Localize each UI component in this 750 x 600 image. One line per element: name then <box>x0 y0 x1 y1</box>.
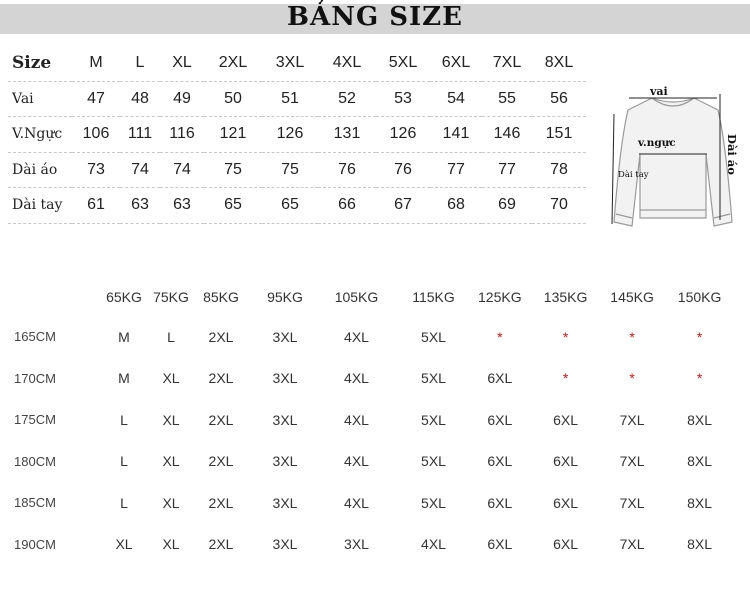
height-label: 170CM <box>14 370 56 386</box>
size-cell: 3XL <box>344 536 369 553</box>
size-cell: L <box>120 411 128 428</box>
size-cell: XL <box>162 494 180 511</box>
size-cell: 3XL <box>272 494 298 511</box>
weight-col: 85KG <box>203 289 239 305</box>
measurement-row <box>8 152 586 188</box>
sleeve-measure-line <box>612 114 614 224</box>
cell: 65 <box>204 188 262 224</box>
cell: 66 <box>318 188 376 224</box>
measurement-row <box>8 117 586 153</box>
height-row <box>14 399 745 441</box>
shoulder-label: vai <box>650 85 668 98</box>
cell: 61 <box>72 188 120 224</box>
cell: 67 <box>376 188 430 224</box>
cell: 111 <box>120 117 160 153</box>
height-row <box>14 441 745 483</box>
size-cell: 8XL <box>687 411 713 428</box>
size-cell: 2XL <box>208 536 234 553</box>
cell: 74 <box>160 152 204 188</box>
size-cell: 6XL <box>553 494 579 511</box>
measurement-header-row <box>8 46 586 81</box>
size-cell: XL <box>162 411 180 428</box>
size-cell: 8XL <box>687 453 713 470</box>
cell: 54 <box>430 81 482 117</box>
size-cell: 5XL <box>421 328 446 345</box>
size-cell: 2XL <box>208 328 234 345</box>
size-cell: L <box>167 328 175 345</box>
size-cell: 6XL <box>553 453 579 470</box>
size-col: 5XL <box>376 46 430 81</box>
sleeve-label: Dài tay <box>618 170 649 180</box>
measurement-row <box>8 188 586 224</box>
size-cell: 2XL <box>208 411 234 428</box>
cell: 74 <box>120 152 160 188</box>
size-cell: XL <box>162 453 180 470</box>
cell: 68 <box>430 188 482 224</box>
chest-label: v.ngực <box>638 137 676 149</box>
height-label: 190CM <box>14 536 56 552</box>
size-cell: 6XL <box>487 411 513 428</box>
size-cell: * <box>629 328 635 345</box>
size-cell: 6XL <box>487 494 513 511</box>
row-label: Dài tay <box>8 188 72 224</box>
size-cell: * <box>696 328 703 345</box>
row-label: Dài áo <box>8 152 72 188</box>
corner-cell <box>14 278 102 316</box>
cell: 55 <box>482 81 532 117</box>
size-col: 4XL <box>318 46 376 81</box>
height-label: 185CM <box>14 495 56 511</box>
cell: 78 <box>532 152 586 188</box>
size-cell: 2XL <box>208 453 234 470</box>
size-cell: 2XL <box>208 370 234 387</box>
size-cell: 7XL <box>619 411 645 428</box>
size-cell: 8XL <box>687 494 713 511</box>
weight-header-row <box>14 278 745 316</box>
size-cell: 6XL <box>487 453 513 470</box>
size-cell: * <box>497 328 503 345</box>
size-cell: 2XL <box>208 494 234 511</box>
size-cell: 3XL <box>272 328 298 345</box>
size-col: XL <box>160 46 204 81</box>
cell: 76 <box>318 152 376 188</box>
weight-col: 115KG <box>412 289 455 305</box>
size-cell: M <box>118 328 130 345</box>
cell: 63 <box>120 188 160 224</box>
cell: 65 <box>262 188 318 224</box>
size-col: M <box>72 46 120 81</box>
weight-height-table <box>14 278 745 565</box>
height-row <box>14 524 745 566</box>
size-cell: * <box>629 370 635 387</box>
size-col: 8XL <box>532 46 586 81</box>
weight-col: 135KG <box>543 289 588 305</box>
size-cell: 4XL <box>344 370 369 387</box>
size-cell: 6XL <box>553 536 579 553</box>
cell: 151 <box>532 117 586 153</box>
size-cell: 4XL <box>344 411 369 428</box>
weight-col: 105KG <box>334 289 379 305</box>
size-cell: * <box>562 370 569 387</box>
size-col: 6XL <box>430 46 482 81</box>
weight-col: 150KG <box>677 289 722 305</box>
height-row <box>14 316 745 358</box>
weight-col: 75KG <box>153 289 189 305</box>
size-header-label: Size <box>8 46 72 81</box>
size-cell: 3XL <box>272 453 298 470</box>
cell: 53 <box>376 81 430 117</box>
size-cell: 8XL <box>687 536 713 553</box>
cell: 126 <box>262 117 318 153</box>
weight-col: 65KG <box>106 289 142 305</box>
size-col: 7XL <box>482 46 532 81</box>
height-label: 180CM <box>14 453 56 469</box>
cell: 73 <box>72 152 120 188</box>
size-cell: 3XL <box>272 411 298 428</box>
page-title: BẢNG SIZE <box>287 2 463 32</box>
size-cell: 3XL <box>272 536 298 553</box>
shirt-icon <box>614 98 732 226</box>
size-cell: 3XL <box>272 370 298 387</box>
height-row <box>14 482 745 524</box>
measurement-table <box>8 46 586 224</box>
height-label: 165CM <box>14 329 56 345</box>
cell: 52 <box>318 81 376 117</box>
size-cell: XL <box>162 370 180 387</box>
height-label: 175CM <box>14 412 56 428</box>
weight-col: 145KG <box>610 289 654 305</box>
size-cell: 7XL <box>619 453 645 470</box>
size-cell: 5XL <box>421 494 446 511</box>
shirt-diagram <box>602 84 744 236</box>
size-cell: 6XL <box>487 536 513 553</box>
cell: 116 <box>160 117 204 153</box>
size-cell: 5XL <box>421 370 446 387</box>
cell: 76 <box>376 152 430 188</box>
cell: 47 <box>72 81 120 117</box>
cell: 75 <box>262 152 318 188</box>
cell: 50 <box>204 81 262 117</box>
cell: 146 <box>482 117 532 153</box>
measurement-row <box>8 81 586 117</box>
size-cell: XL <box>115 536 133 553</box>
size-cell: M <box>118 370 130 387</box>
cell: 48 <box>120 81 160 117</box>
cell: 141 <box>430 117 482 153</box>
size-cell: 6XL <box>553 411 579 428</box>
size-cell: L <box>120 494 128 511</box>
size-cell: 4XL <box>344 494 369 511</box>
cell: 121 <box>204 117 262 153</box>
size-cell: XL <box>162 536 180 553</box>
size-col: L <box>120 46 160 81</box>
size-cell: * <box>696 370 703 387</box>
size-cell: 5XL <box>421 411 446 428</box>
cell: 70 <box>532 188 586 224</box>
cell: 56 <box>532 81 586 117</box>
weight-col: 125KG <box>478 289 522 305</box>
row-label: Vai <box>8 81 72 117</box>
weight-col: 95KG <box>267 289 303 305</box>
length-label: Dài áo <box>725 134 739 175</box>
size-col: 2XL <box>204 46 262 81</box>
size-cell: 4XL <box>344 453 369 470</box>
cell: 49 <box>160 81 204 117</box>
cell: 75 <box>204 152 262 188</box>
cell: 106 <box>72 117 120 153</box>
cell: 126 <box>376 117 430 153</box>
size-cell: 4XL <box>421 536 446 553</box>
size-cell: L <box>120 453 128 470</box>
cell: 131 <box>318 117 376 153</box>
cell: 69 <box>482 188 532 224</box>
height-row <box>14 358 745 400</box>
size-cell: 4XL <box>344 328 369 345</box>
size-cell: 5XL <box>421 453 446 470</box>
size-cell: 6XL <box>487 370 513 387</box>
cell: 77 <box>430 152 482 188</box>
cell: 51 <box>262 81 318 117</box>
cell: 63 <box>160 188 204 224</box>
size-cell: 7XL <box>619 494 645 511</box>
cell: 77 <box>482 152 532 188</box>
size-cell: * <box>562 328 569 345</box>
size-cell: 7XL <box>619 536 645 553</box>
row-label: V.Ngực <box>8 117 72 153</box>
size-col: 3XL <box>262 46 318 81</box>
